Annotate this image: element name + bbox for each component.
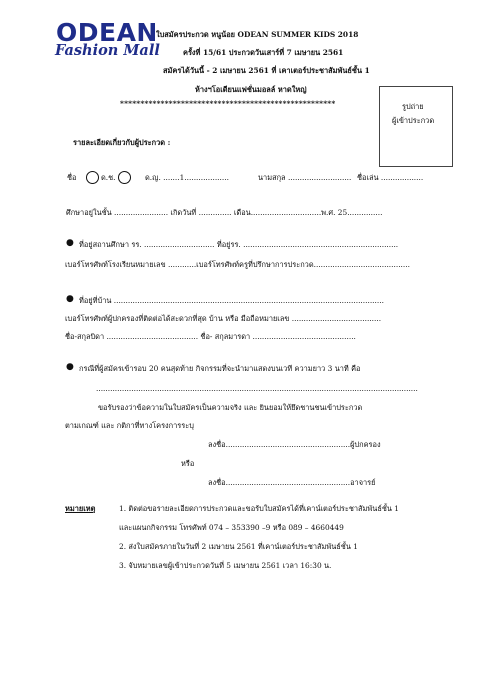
home-address-field[interactable]: ที่อยู่ที่บ้าน ................................................................................................................... [79, 296, 384, 305]
final-activity-label: กรณีที่ผู้สมัครเข้ารอบ 20 คนสุดท้าย กิจกรรมที่จะนำมาแสดงบนเวที ความยาว 3 นาที คือ [79, 364, 361, 373]
boy-label: ด.ช. [101, 173, 116, 182]
note-1: 1. ติดต่อขอรายละเอียดการประกวดและขอรับใบสมัครได้ที่เคาน์เตอร์ประชาสัมพันธ์ชั้น 1 [119, 504, 399, 513]
odean-logo-subtitle: Fashion Mall [55, 42, 160, 59]
parent-signature-field[interactable]: ลงชื่อ.....................................................ผู้ปกครอง [208, 440, 381, 449]
teacher-signature-field[interactable]: ลงชื่อ.....................................................อาจารย์ [208, 478, 376, 487]
confirm-text-2: ตามเกณฑ์ และ กติกาที่ทางโครงการระบุ [65, 421, 194, 430]
section-title: รายละเอียดเกี่ยวกับผู้ประกวด : [73, 138, 171, 147]
parents-names-field[interactable]: ชื่อ-สกุลบิดา ....................................... ชื่อ- สกุลมารดา ............................................ [65, 332, 356, 341]
form-title: ใบสมัครประกวด หนูน้อย ODEAN SUMMER KIDS 2018 [156, 30, 359, 39]
photo-label-2: ผู้เข้าประกวด [392, 116, 435, 125]
note-2: 2. ส่งใบสมัครภายในวันที่ 2 เมษายน 2561 ที่เคาน์เตอร์ประชาสัมพันธ์ชั้น 1 [119, 542, 358, 551]
school-address-field[interactable]: ที่อยู่สถานศึกษา รร. .............................. ที่อยู่รร. .................................................................. [79, 240, 399, 249]
or-label: หรือ [181, 459, 195, 468]
surname-field[interactable]: นามสกุล ........................... [258, 173, 352, 182]
boy-radio[interactable] [86, 171, 99, 184]
venue: ห้างฯโอเดียนแฟชั่นมอลล์ หาดใหญ่ [195, 85, 307, 94]
bullet-icon: ● [66, 238, 74, 248]
confirm-text: ขอรับรองว่าข้อความในใบสมัครเป็นความจริง และ ยินยอมให้ยึดชานชนเข้าประกวด [98, 403, 363, 412]
photo-label: รูปถ่าย [402, 102, 424, 111]
study-row[interactable]: ศึกษาอยู่ในชั้น ....................... เกิดวันที่ .............. เดือน..............................พ.ศ. 25............... [66, 208, 383, 217]
note-3: 3. จับหมายเลขผู้เข้าประกวดวันที่ 5 เมษายน 2561 เวลา 16:30 น. [119, 561, 332, 570]
odean-logo: ODEAN [56, 18, 158, 47]
final-activity-field[interactable]: ......................................................................................................................................... [96, 384, 418, 393]
apply-period: สมัครได้วันนี้ - 2 เมษายน 2561 ที่ เคาเตอร์ประชาสัมพันธ์ชั้น 1 [163, 66, 370, 75]
contest-date: ครั้งที่ 15/61 ประกวดวันเสาร์ที่ 7 เมษายน 2561 [183, 48, 344, 57]
nickname-field[interactable]: ชื่อเล่น .................. [357, 173, 424, 182]
name-label: ชื่อ [67, 173, 77, 182]
bullet-icon: ● [66, 294, 74, 304]
notes-title: หมายเหตุ [65, 504, 96, 513]
photo-box [379, 86, 453, 167]
school-phone-field[interactable]: เบอร์โทรศัพท์โรงเรียนหมายเลข ............เบอร์โทรศัพท์ครูที่ปรึกษาการประกวด......................................... [65, 260, 410, 269]
girl-radio[interactable] [118, 171, 131, 184]
girl-label: ด.ญ. .......1................... [145, 173, 229, 182]
note-1-contact: และแผนกกิจกรรม โทรศัพท์ 074 – 353390 –9 หรือ 089 – 4660449 [119, 523, 344, 532]
bullet-icon: ● [66, 362, 74, 372]
parent-phone-field[interactable]: เบอร์โทรศัพท์ผู้ปกครองที่ติดต่อได้สะดวกที่สุด บ้าน หรือ มือถือหมายเลข ...................................... [65, 314, 382, 323]
star-divider: ***************************************************** [120, 99, 336, 108]
